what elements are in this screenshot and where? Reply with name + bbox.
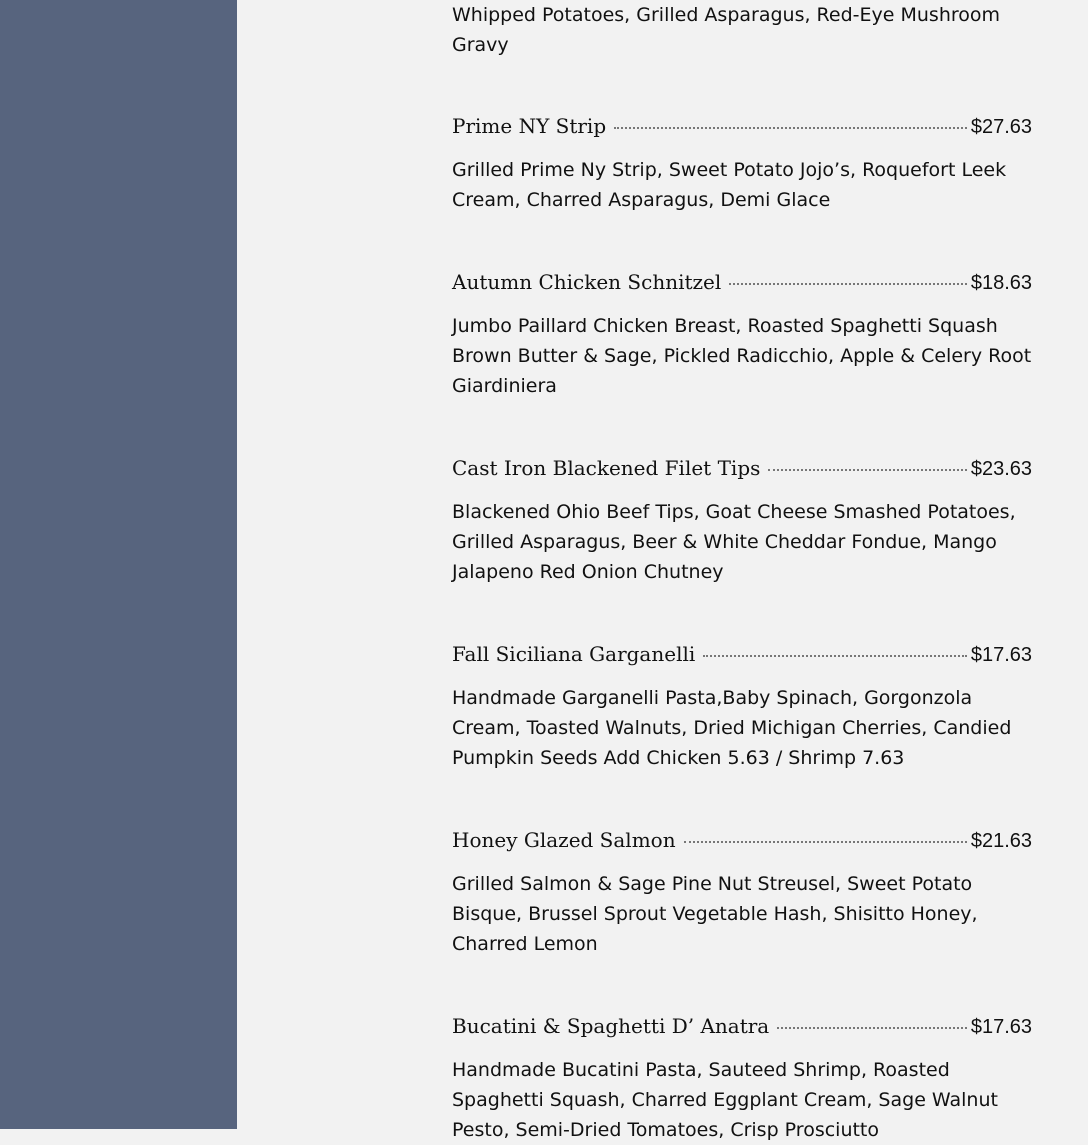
item-description: Handmade Bucatini Pasta, Sauteed Shrimp, Roasted Spaghetti Squash, Charred Eggplant Cream, Sage Walnut Pesto, Semi-Dried Tomatoes, Crisp Prosciutto (452, 1059, 998, 1141)
item-description: Grilled Prime Ny Strip, Sweet Potato Jojo’s, Roquefort Leek Cream, Charred Asparagus, Demi Glace (452, 159, 1007, 211)
dot-leader (703, 654, 967, 657)
item-name: Fall Siciliana Garganelli (452, 642, 696, 666)
dot-leader (768, 468, 966, 471)
item-name: Prime NY Strip (452, 114, 607, 138)
menu-item (452, 642, 1032, 773)
item-name: Honey Glazed Salmon (452, 828, 676, 852)
menu-content (452, 0, 1032, 1141)
item-description: Jumbo Paillard Chicken Breast, Roasted Spaghetti Squash Brown Butter & Sage, Pickled Radicchio, Apple & Celery Root Giardiniera (452, 315, 1032, 397)
item-description: Handmade Garganelli Pasta,Baby Spinach, Gorgonzola Cream, Toasted Walnuts, Dried Michigan Cherries, Candied Pumpkin Seeds Add Chicken 5.63 / Shrimp 7.63 (452, 687, 1012, 769)
menu-item (452, 828, 1032, 959)
item-price: $21.63 (970, 830, 1032, 852)
sidebar (0, 0, 237, 1129)
dot-leader (729, 282, 967, 285)
item-price: $18.63 (970, 272, 1032, 294)
menu-item (452, 456, 1032, 587)
menu-item-header (452, 1014, 1032, 1044)
menu-item-header (452, 456, 1032, 486)
menu-item-header (452, 642, 1032, 672)
menu-item (452, 270, 1032, 401)
dot-leader (684, 840, 967, 843)
dot-leader (777, 1026, 967, 1029)
item-price: $17.63 (970, 644, 1032, 666)
menu-item (452, 1014, 1032, 1145)
item-price: $27.63 (970, 116, 1032, 138)
item-price: $23.63 (970, 458, 1032, 480)
item-name: Cast Iron Blackened Filet Tips (452, 456, 761, 480)
item-description: Grilled Salmon & Sage Pine Nut Streusel, Sweet Potato Bisque, Brussel Sprout Vegetable Hash, Shisitto Honey, Charred Lemon (452, 873, 978, 955)
menu-item-header (452, 828, 1032, 858)
item-description: Whipped Potatoes, Grilled Asparagus, Red-Eye Mushroom Gravy (452, 4, 1001, 56)
menu-item-header (452, 114, 1032, 144)
dot-leader (614, 126, 967, 129)
item-description: Blackened Ohio Beef Tips, Goat Cheese Smashed Potatoes, Grilled Asparagus, Beer & White Cheddar Fondue, Mango Jalapeno Red Onion Chutney (452, 501, 1016, 583)
item-name: Autumn Chicken Schnitzel (452, 270, 722, 294)
menu-item-header (452, 270, 1032, 300)
menu-item (452, 114, 1032, 215)
item-name: Bucatini & Spaghetti D’ Anatra (452, 1014, 770, 1038)
item-price: $17.63 (970, 1016, 1032, 1038)
